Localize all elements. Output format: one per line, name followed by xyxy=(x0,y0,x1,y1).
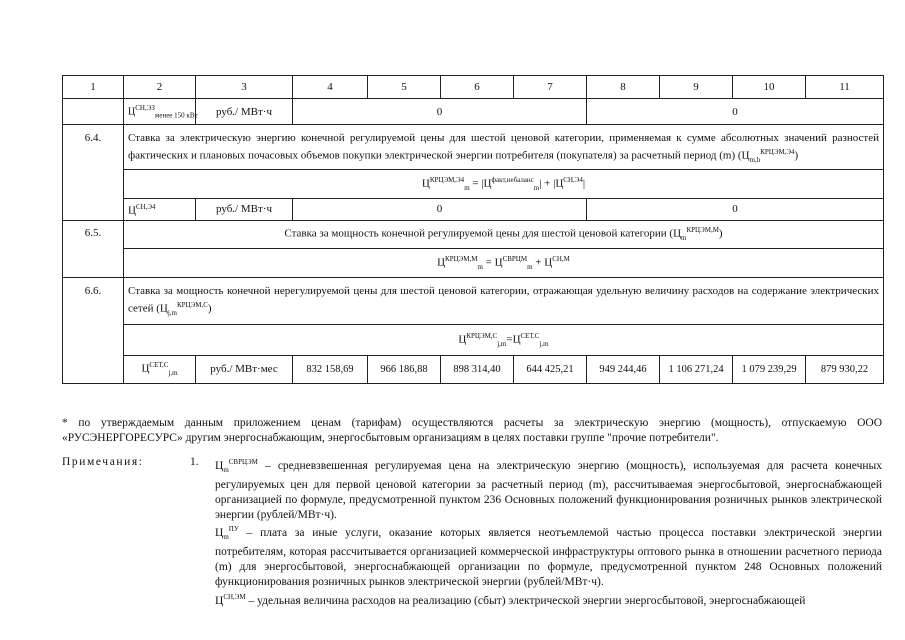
value-cell: 832 158,69 xyxy=(293,355,368,383)
rate-formula: $Ц^{КРЦЭМ,Э4}_m = |Ц^{факт,небаланс}_m| + |Ц^{СН,Э4}|$ xyxy=(124,169,884,198)
unit-cell: руб./ МВт·ч xyxy=(196,198,293,220)
empty-cell xyxy=(63,99,124,125)
tariff-table xyxy=(62,75,884,384)
value-cell: 898 314,40 xyxy=(441,355,514,383)
value-cell: 0 xyxy=(587,198,884,220)
table-row-formula xyxy=(63,248,884,277)
unit-cell: руб./ МВт·ч xyxy=(196,99,293,125)
column-number: 4 xyxy=(293,76,368,99)
value-cell: 879 930,22 xyxy=(806,355,884,383)
row-number: 6.6. xyxy=(63,277,124,383)
rate-symbol: $Ц^{СН,Э4}$ xyxy=(124,198,196,220)
value-cell: 949 244,46 xyxy=(587,355,660,383)
note-paragraph: $Ц^{СН,ЭМ}$ – удельная величина расходов на реализацию (сбыт) электрической энергии энергосбытовой, энергоснабжающей xyxy=(215,592,806,607)
value-cell: 0 xyxy=(293,198,587,220)
table-row-values xyxy=(63,198,884,220)
rate-formula: $Ц^{КРЦЭМ,С}_{j,m}=Ц^{СЕТ,С}_{j,m}$ xyxy=(124,324,884,355)
row-number: 6.5. xyxy=(63,220,124,277)
note-index: 1. xyxy=(190,456,199,468)
rate-symbol: $Ц^{СН,ЭЗ}_{менее 150 кВт}$ xyxy=(124,99,196,125)
rate-symbol: $Ц^{СЕТ,С}_{j,m}$ xyxy=(124,355,196,383)
row-number: 6.4. xyxy=(63,125,124,221)
value-cell: 644 425,21 xyxy=(514,355,587,383)
unit-cell: руб./ МВт·мес xyxy=(196,355,293,383)
row-description: Ставка за электрическую энергию конечной регулируемой цены для шестой ценовой категории, применяемая к сумме абсолютных значений разностей фактических и плановых почасовых объемов покупки электрической энергии потребителя (покупателя) за расчетный период (m) $(Ц_{m,h}^{КРЦЭМ,Э4})$ xyxy=(124,125,884,170)
column-number: 7 xyxy=(514,76,587,99)
column-number: 8 xyxy=(587,76,660,99)
column-number: 3 xyxy=(196,76,293,99)
rate-formula: $Ц^{КРЦЭМ,М}_m = Ц^{СВРЦМ}_m + Ц^{СН,М}$ xyxy=(124,248,884,277)
note-body xyxy=(215,455,882,608)
column-number: 1 xyxy=(63,76,124,99)
table-row-6-5 xyxy=(63,220,884,248)
footnote: * по утверждаемым данным приложением ценам (тарифам) осуществляются расчеты за электрическую энергию (мощность), отпускаемую ООО «РУСЭНЕРГОРЕСУРС» другим энергоснабжающим, энергосбытовым организациям в целях поставки группе "прочие потребители". xyxy=(62,417,882,444)
value-cell: 966 186,88 xyxy=(368,355,441,383)
table-row-formula xyxy=(63,324,884,355)
value-cell: 1 106 271,24 xyxy=(660,355,733,383)
column-number: 5 xyxy=(368,76,441,99)
value-cell: 0 xyxy=(587,99,884,125)
notes-label: Примечания: xyxy=(62,456,144,468)
note-paragraph: $Ц_m^{ПУ}$ – плата за иные услуги, оказание которых является неотъемлемой частью процесса поставки электрической энергии потребителям, которая рассчитывается организацией коммерческой инфраструктуры оптового рынка в отношении расчетного периода (m) для энергосбытовой, энергоснабжающей организации по формуле, предусмотренной пунктом 248 Основных положений функционирования розничных рынков электрической энергии (рублей/МВт·ч). xyxy=(215,525,882,588)
table-row-less150 xyxy=(63,99,884,125)
note-paragraph: $Ц_m^{СВРЦЭМ}$ – средневзвешенная регулируемая цена на электрическую энергию (мощность), используемая для расчета конечных регулируемых цен для первой ценовой категории за расчетный период (m), рассчитываемая энергосбытовой, энергоснабжающей организацией по формуле, предусмотренной пунктом 236 Основных положений функционирования розничных рынков электрической энергии (рублей/МВт·ч). xyxy=(215,458,882,521)
table-row-formula xyxy=(63,169,884,198)
column-number-row xyxy=(63,76,884,99)
value-cell: 0 xyxy=(293,99,587,125)
row-description: Ставка за мощность конечной регулируемой цены для шестой ценовой категории $(Ц_m^{КРЦЭМ,М})$ xyxy=(124,220,884,248)
column-number: 9 xyxy=(660,76,733,99)
row-description: Ставка за мощность конечной нерегулируемой цены для шестой ценовой категории, отражающая удельную величину расходов на содержание электрических сетей $(Ц_{j,m}^{КРЦЭМ,С})$ xyxy=(124,277,884,324)
table-row-6-6 xyxy=(63,277,884,324)
table-row-values xyxy=(63,355,884,383)
column-number: 2 xyxy=(124,76,196,99)
column-number: 6 xyxy=(441,76,514,99)
column-number: 11 xyxy=(806,76,884,99)
table-row-6-4 xyxy=(63,125,884,170)
column-number: 10 xyxy=(733,76,806,99)
value-cell: 1 079 239,29 xyxy=(733,355,806,383)
